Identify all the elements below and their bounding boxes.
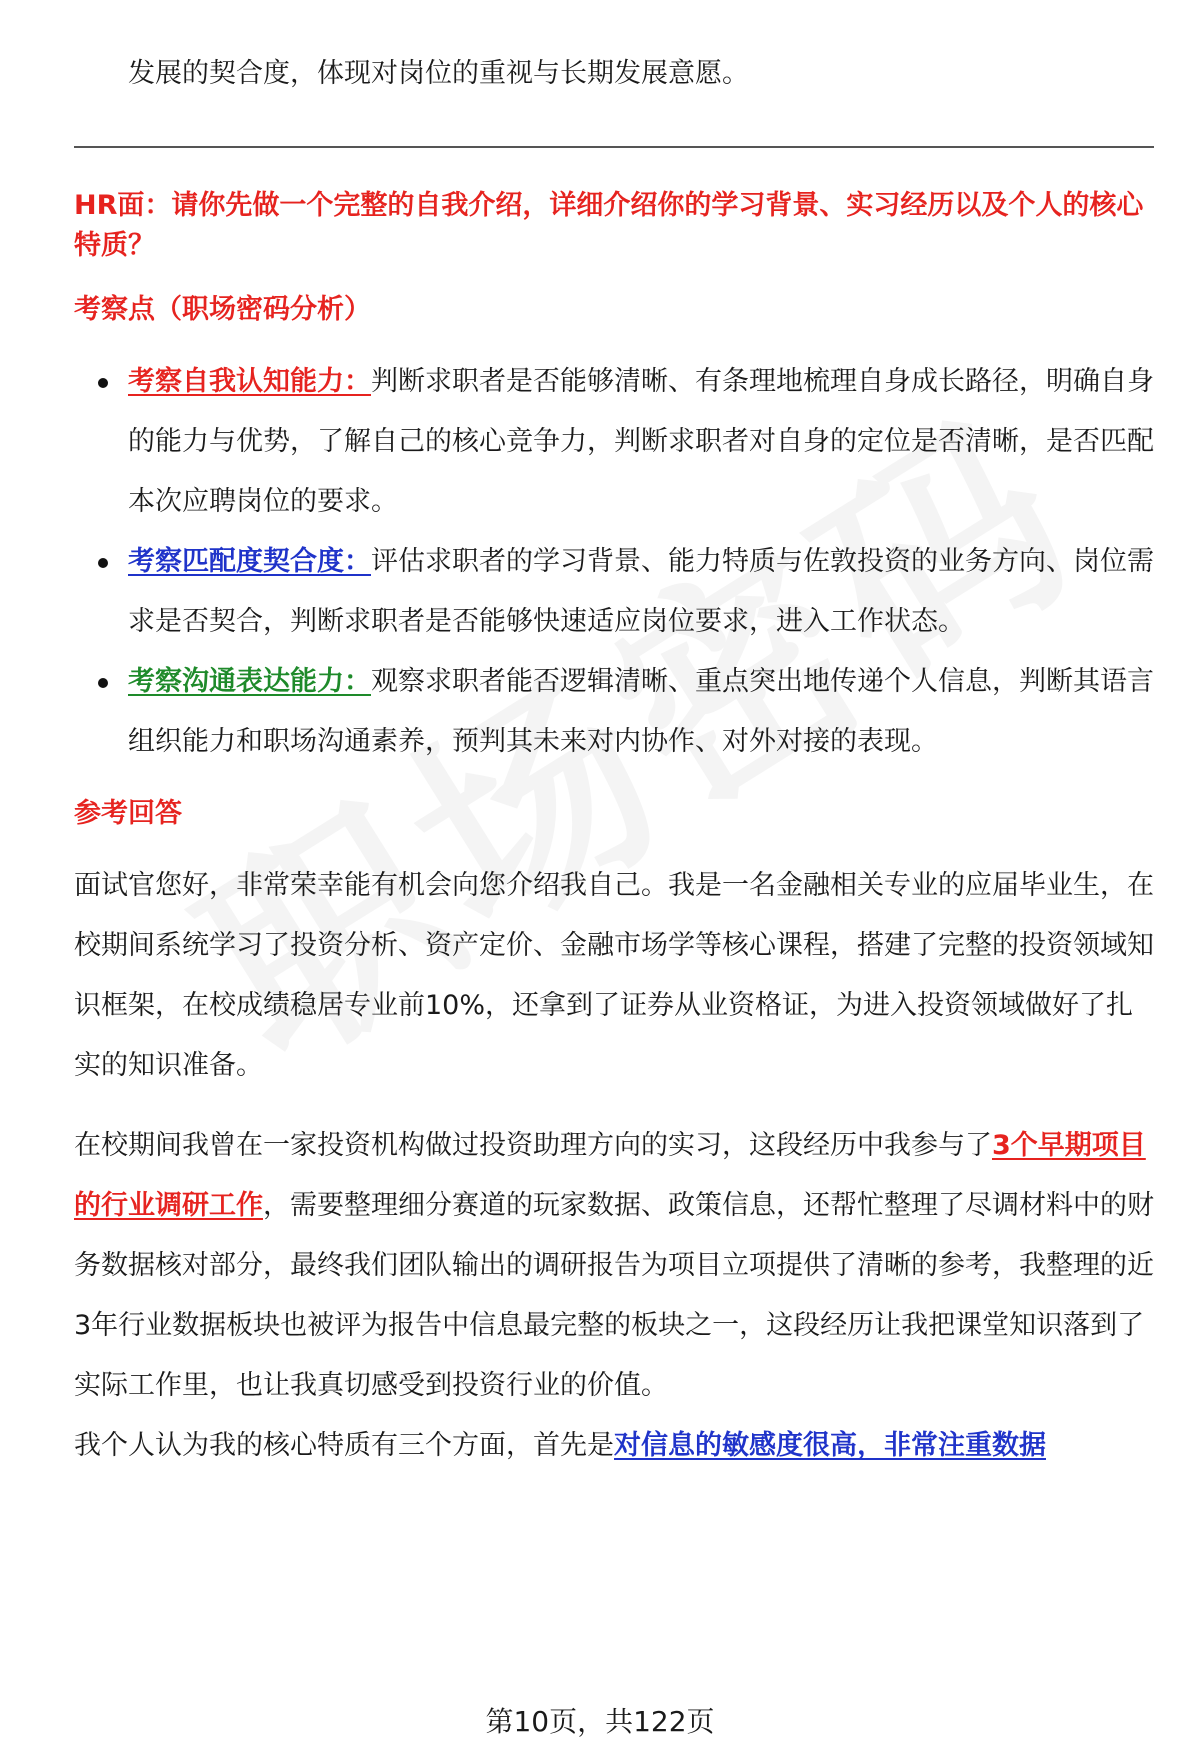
answer-heading: 参考回答 (74, 798, 182, 829)
list-item (74, 532, 1154, 652)
list-item (74, 352, 1154, 532)
assessment-heading: 考察点（职场密码分析） (74, 294, 371, 325)
point-label: 考察匹配度契合度： (128, 546, 371, 577)
answer-text: ，需要整理细分赛道的玩家数据、政策信息，还帮忙整理了尽调材料中的财务数据核对部分，最终我们团队输出的调研报告为项目立项提供了清晰的参考，我整理的近3年行业数据板块也被评为报告中信息最完整的板块之一，这段经历让我把课堂知识落到了实际工作里，也让我真切感受到投资行业的价值。 (74, 1190, 1154, 1401)
answer-paragraph-2 (74, 1116, 1154, 1416)
bullet-icon (98, 378, 108, 388)
section-divider (74, 146, 1154, 148)
top-continuation-text: 发展的契合度，体现对岗位的重视与长期发展意愿。 (128, 58, 749, 89)
answer-text: 在校期间我曾在一家投资机构做过投资助理方向的实习，这段经历中我参与了 (74, 1130, 992, 1161)
point-text: 观察求职者能否逻辑清晰、重点突出地传递个人信息，判断其语言组织能力和职场沟通素养，预判其未来对内协作、对外对接的表现。 (128, 666, 1154, 757)
answer-paragraph-3 (74, 1416, 1154, 1476)
highlight-text: 3个早期项目的行业调研工作 (74, 1130, 1146, 1221)
point-text: 评估求职者的学习背景、能力特质与佐敦投资的业务方向、岗位需求是否契合，判断求职者是否能够快速适应岗位要求，进入工作状态。 (128, 546, 1154, 637)
point-text: 判断求职者是否能够清晰、有条理地梳理自身成长路径，明确自身的能力与优势，了解自己的核心竞争力，判断求职者对自身的定位是否清晰，是否匹配本次应聘岗位的要求。 (128, 366, 1154, 517)
point-label: 考察自我认知能力： (128, 366, 371, 397)
highlight-text: 对信息的敏感度很高，非常注重数据 (614, 1430, 1046, 1461)
answer-text: 我个人认为我的核心特质有三个方面，首先是 (74, 1430, 614, 1461)
list-item (74, 652, 1154, 772)
question-title: HR面：请你先做一个完整的自我介绍，详细介绍你的学习背景、实习经历以及个人的核心特质？ (74, 190, 1144, 261)
bullet-icon (98, 558, 108, 568)
answer-paragraph-1: 面试官您好，非常荣幸能有机会向您介绍我自己。我是一名金融相关专业的应届毕业生，在校期间系统学习了投资分析、资产定价、金融市场学等核心课程，搭建了完整的投资领域知识框架，在校成绩稳居专业前10%，还拿到了证券从业资格证，为进入投资领域做好了扎实的知识准备。 (74, 870, 1154, 1081)
bullet-icon (98, 678, 108, 688)
page-content (74, 0, 1154, 1476)
point-label: 考察沟通表达能力： (128, 666, 371, 697)
assessment-points (74, 352, 1154, 772)
page-footer: 第10页，共122页 (485, 1705, 715, 1738)
